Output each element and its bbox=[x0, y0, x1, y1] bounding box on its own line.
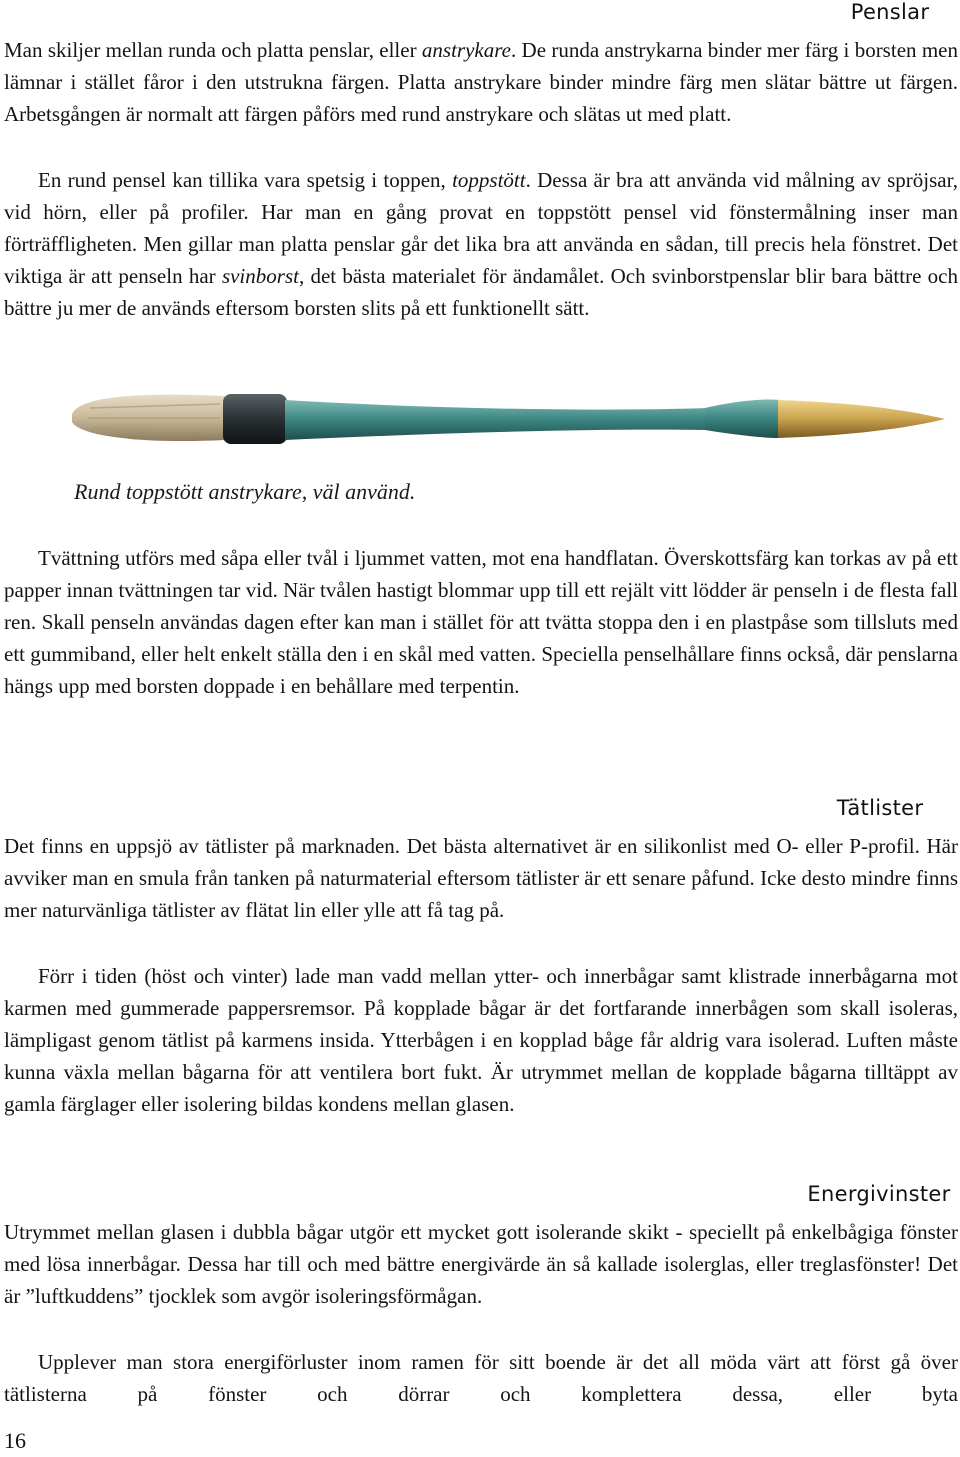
text-run: En rund pensel kan tillika vara spetsig i toppen, bbox=[38, 168, 453, 192]
handle-tip-shape bbox=[778, 400, 945, 438]
section-heading-energivinster: Energivinster bbox=[807, 1182, 951, 1206]
section-heading-penslar: Penslar bbox=[850, 0, 930, 24]
page-number: 16 bbox=[4, 1428, 26, 1453]
text-run: , det bästa materialet för ändamålet. Och svinborstpenslar blir bara bättre och bättre ju mer de används eftersom borsten slits på ett funktionellt sätt. bbox=[4, 264, 958, 320]
text-run: Man skiljer mellan runda och platta penslar, eller bbox=[4, 38, 422, 62]
paragraph-penslar-2 bbox=[4, 164, 958, 358]
term-toppstott: toppstött bbox=[452, 168, 526, 192]
paragraph-tatlister-2: Förr i tiden (höst och vinter) lade man vadd mellan ytter- och innerbågar samt klistrade innerbågarna mot karmen med gummerade pappersremsor. På kopplade bågar är det fortfarande innerbågen som skall isoleras, lämpligast genom tätlist på karmens insida. Ytterbågen i en kopplad båge får aldrig vara isolerad. Luften måste kunna växla mellan bågarna för att ventilera bort fukt. Är utrymmet mellan de kopplade bågarna tilltäppt av gamla färglager eller isolering bildas kondens mellan glasen. bbox=[4, 964, 958, 1116]
paragraph-penslar-1 bbox=[4, 34, 958, 164]
text-run: . Dessa är bra att använda vid målning av spröjsar, vid hörn, eller på profiler. Har man en gång provat en toppstött pensel vid fönstermålning inser man förträffligheten. Men gillar man platta penslar går det lika bra att använda en sådan, till precis hela fönstret. Det viktiga är att penseln har bbox=[4, 168, 958, 288]
term-svinborst: svinborst bbox=[221, 264, 299, 288]
section-heading-tatlister: Tätlister bbox=[836, 796, 924, 820]
paragraph-energi-1: Utrymmet mellan glasen i dubbla bågar utgör ett mycket gott isolerande skikt - speciellt på enkelbågiga fönster med lösa innerbågar. Dessa har till och med bättre energivärde än så kallade isolerglas, eller treglasfönster! Det är ”luftkuddens” tjocklek som avgör isoleringsförmågan. bbox=[4, 1220, 958, 1308]
paragraph-tatlister-1: Det finns en uppsjö av tätlister på marknaden. Det bästa alternativet är en silikonlist med O- eller P-profil. Här avviker man en smula från tanken på naturmaterial eftersom tätlister är ett senare påfund. Icke desto mindre finns mer naturvänliga tätlister av flätat lin eller ylle att få tag på. bbox=[4, 834, 958, 922]
ferrule-shape bbox=[223, 394, 287, 444]
text-run: . De runda anstrykarna binder mer färg i borsten men lämnar i stället fåror i den utstrukna färgen. Platta anstrykare binder mindre färg men slätar bättre ut färgen. Arbetsgången är normalt att färgen påförs med rund anstrykare och slätas ut med platt. bbox=[4, 38, 958, 126]
brush-illustration bbox=[60, 378, 950, 460]
paragraph-energi-2: Upplever man stora energiförluster inom ramen för sitt boende är det all möda värt att först gå över tätlisterna på fönster och dörrar och komplettera dessa, eller byta bbox=[4, 1350, 958, 1406]
paintbrush-image bbox=[60, 378, 950, 460]
figure-caption: Rund toppstött anstrykare, väl använd. bbox=[74, 479, 416, 504]
handle-shape bbox=[285, 400, 710, 440]
term-anstrykare: anstrykare bbox=[421, 38, 511, 62]
paragraph-tvattning: Tvättning utförs med såpa eller tvål i ljummet vatten, mot ena handflatan. Överskottsfärg kan torkas av på ett papper innan tvättningen tar vid. När tvålen hastigt blommar upp till ett rejält vitt lödder är penseln i de flesta fall ren. Skall penseln användas dagen efter kan man i stället för att tvätta stoppa den i en plastpåse som tillsluts med ett gummiband, eller helt enkelt ställa den i en skål med vatten. Speciella penselhållare finns också, där penslarna hängs upp med borsten doppade i en behållare med terpentin. bbox=[4, 546, 958, 698]
